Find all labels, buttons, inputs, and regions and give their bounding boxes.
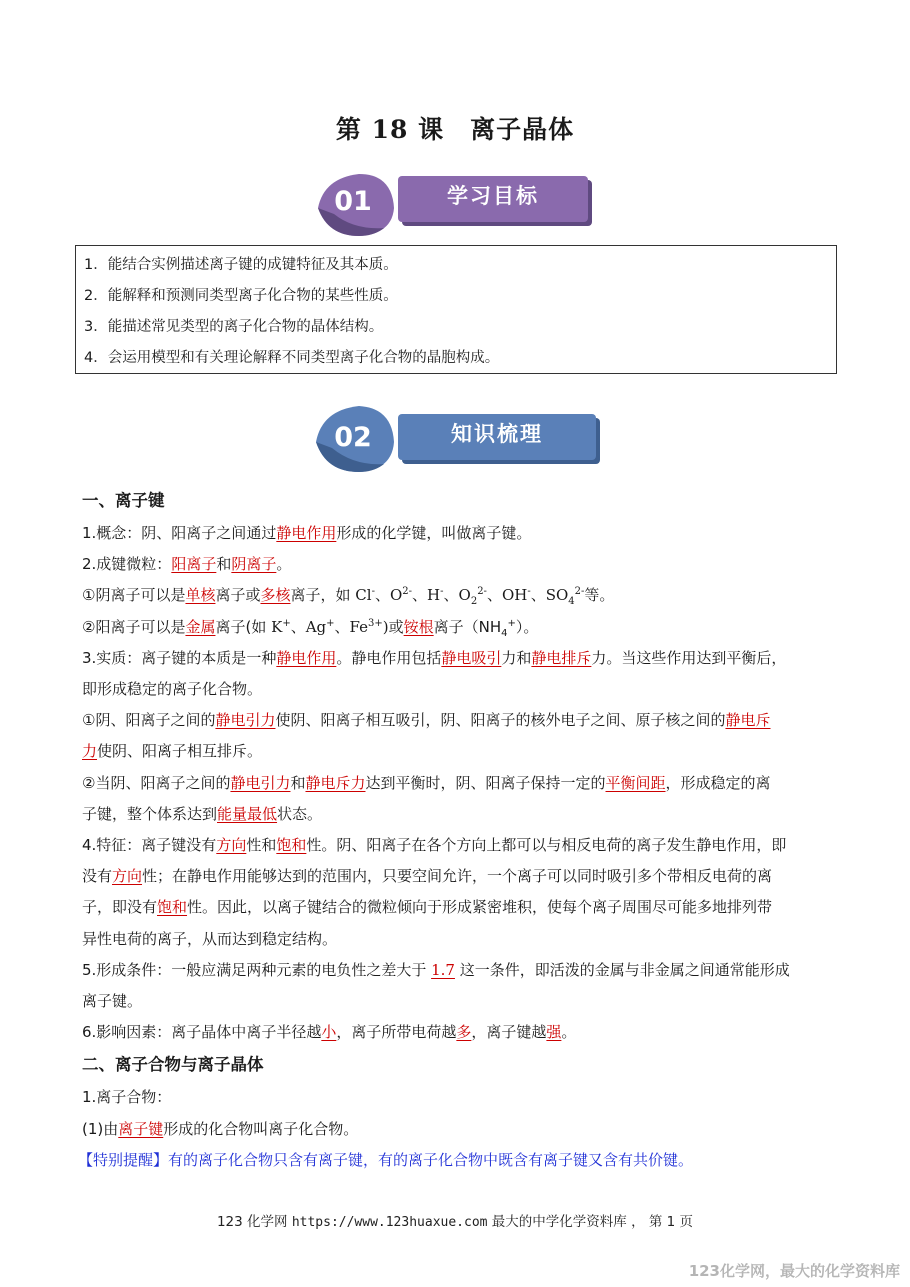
lesson-title: 第 18 课 离子晶体 <box>335 115 575 144</box>
subscript: 4 <box>568 596 575 608</box>
answer-blank: 静电作用 <box>276 648 337 667</box>
factors-paragraph <box>82 1017 832 1048</box>
text: 和 <box>290 773 306 792</box>
essence-detail-2 <box>82 768 832 830</box>
line <box>82 643 832 674</box>
answer-blank: 离子键 <box>118 1119 164 1138</box>
text: 性。因此，以离子键结合的微粒倾向于形成紧密堆积，使每个离子周围尽可能多地排列带 <box>187 898 773 917</box>
text: 力。当这些作用达到平衡后， <box>591 648 787 667</box>
answer-blank: 1.7 <box>431 960 455 979</box>
condition-paragraph <box>82 955 832 1017</box>
line <box>82 892 832 923</box>
text: 2.成键微粒： <box>82 555 172 574</box>
text: 力和 <box>501 648 532 667</box>
text: 达到平衡时，阴、阳离子保持一定的 <box>365 773 606 792</box>
answer-blank: 铵根 <box>403 617 434 636</box>
text: 、O <box>374 586 403 605</box>
text: 4.特征：离子键没有 <box>82 836 217 855</box>
text: 、Fe <box>334 617 368 636</box>
answer-blank: 能量最低 <box>217 804 278 823</box>
essence-detail-1 <box>82 705 832 767</box>
section-heading-ionic-crystal: 二、离子合物与离子晶体 <box>82 1055 264 1075</box>
text: ，形成稳定的离 <box>665 773 771 792</box>
cation-formulas <box>271 618 389 636</box>
answer-blank: 静电引力 <box>215 711 276 730</box>
text: ①阴离子可以是 <box>82 586 186 605</box>
line <box>82 955 832 986</box>
text: 5.形成条件：一般应满足两种元素的电负性之差大于 <box>82 960 432 979</box>
text: 性；在静电作用能够达到的范围内，只要空间允许，一个离子可以同时吸引多个带相反电荷的离 <box>142 867 773 886</box>
text: ①阴、阳离子之间的 <box>82 711 216 730</box>
text: 性和 <box>246 836 277 855</box>
particles-paragraph <box>82 549 832 580</box>
answer-blank: 单核 <box>185 586 216 605</box>
answer-blank: 小 <box>321 1023 337 1042</box>
answer-blank: 方向 <box>112 867 143 886</box>
objective-item: 4．会运用模型和有关理论解释不同类型离子化合物的晶胞构成。 <box>84 350 500 366</box>
line <box>82 830 832 861</box>
answer-blank: 阳离子 <box>171 555 217 574</box>
section-badge-knowledge <box>314 404 614 474</box>
text: 或 <box>388 617 404 636</box>
text: 。 <box>276 555 292 574</box>
line: 即形成稳定的离子化合物。 <box>82 680 263 699</box>
definition-paragraph <box>82 1114 832 1145</box>
objective-item: 1．能结合实例描述离子键的成键特征及其本质。 <box>84 257 398 273</box>
text: 离子（NH <box>433 617 502 636</box>
footer-site: 123 化学网 <box>216 1214 292 1230</box>
charge: 3+ <box>368 617 383 629</box>
text: 、Ag <box>290 617 327 636</box>
line: 离子键。 <box>82 992 143 1011</box>
subheading-ionic-compound: 1.离子合物： <box>82 1088 172 1107</box>
text: 等。 <box>584 586 615 605</box>
objective-item: 3．能描述常见类型的离子化合物的晶体结构。 <box>84 319 384 335</box>
charge: + <box>326 617 335 629</box>
anion-paragraph <box>82 580 832 611</box>
answer-blank: 多 <box>456 1023 472 1042</box>
feature-paragraph <box>82 830 832 955</box>
text: 和 <box>216 555 232 574</box>
charge: - <box>440 586 444 598</box>
answer-blank: 静电引力 <box>230 773 291 792</box>
text: 6.影响因素：离子晶体中离子半径越 <box>82 1023 322 1042</box>
text: 离子，如 <box>290 586 356 605</box>
text: 没有 <box>82 867 113 886</box>
text: 1.概念：阴、阳离子之间通过 <box>82 524 277 542</box>
answer-blank: 饱和 <box>276 836 307 855</box>
text: 3.实质：离子键的本质是一种 <box>82 648 277 667</box>
answer-blank: 力 <box>82 742 98 761</box>
text: 使阴、阳离子相互排斥。 <box>97 742 263 761</box>
text: 状态。 <box>277 804 323 823</box>
subscript: 2 <box>470 596 478 608</box>
charge: - <box>371 586 375 598</box>
line <box>82 736 832 767</box>
answer-blank: 静电作用 <box>276 524 337 542</box>
text: 性。阴、阳离子在各个方向上都可以与相反电荷的离子发生静电作用，即 <box>306 836 787 855</box>
text: Cl <box>355 586 372 605</box>
line <box>82 768 832 799</box>
anion-formulas <box>355 586 585 608</box>
answer-blank: 强 <box>546 1023 562 1042</box>
cation-paragraph <box>82 612 832 643</box>
essence-paragraph <box>82 643 832 705</box>
charge: 2- <box>574 586 585 598</box>
text: 子键，整个体系达到 <box>82 804 218 823</box>
footer-url[interactable]: https://www.123huaxue.com <box>291 1215 488 1230</box>
text: 离子或 <box>215 586 261 605</box>
text: ）。 <box>515 617 539 636</box>
charge: 2- <box>477 586 487 598</box>
line: 异性电荷的离子，从而达到稳定结构。 <box>82 929 338 948</box>
objectives-box <box>75 245 837 374</box>
charge: 2- <box>402 586 413 598</box>
text: 形成的化合物叫离子化合物。 <box>163 1119 359 1138</box>
answer-blank: 平衡间距 <box>605 773 666 792</box>
charge: + <box>507 617 516 629</box>
answer-blank: 多核 <box>260 586 291 605</box>
page-footer <box>0 1210 910 1230</box>
badge-label: 学习目标 <box>447 184 539 208</box>
text: 离子(如 <box>215 617 272 636</box>
special-tip: 【特别提醒】有的离子化合物只含有离子键，有的离子化合物中既含有离子键又含有共价键。 <box>78 1150 694 1169</box>
answer-blank: 饱和 <box>157 898 188 917</box>
answer-blank: 静电斥力 <box>305 773 366 792</box>
text: 子，即没有 <box>82 898 158 917</box>
text: ，离子所带电荷越 <box>336 1023 457 1042</box>
subscript: 4 <box>501 627 508 639</box>
text: ②阳离子可以是 <box>82 617 186 636</box>
watermark: 123化学网，最大的化学资料库 <box>688 1262 900 1280</box>
text: ②当阴、阳离子之间的 <box>82 773 231 792</box>
text: 。 <box>561 1023 577 1042</box>
line <box>82 799 832 830</box>
text: K <box>271 617 283 636</box>
answer-blank: 阴离子 <box>231 555 277 574</box>
badge-label: 知识梳理 <box>451 422 543 446</box>
badge-number: 01 <box>334 186 372 217</box>
text: 、O <box>443 586 471 605</box>
objective-item: 2．能解释和预测同类型离子化合物的某些性质。 <box>84 288 398 304</box>
text: 形成的化学键，叫做离子键。 <box>336 524 532 542</box>
charge: - <box>527 586 531 598</box>
line <box>82 861 832 892</box>
answer-blank: 静电斥 <box>725 711 771 730</box>
line <box>82 705 832 736</box>
answer-blank: 方向 <box>216 836 247 855</box>
footer-page: 最大的中学化学资料库 ， 第 1 页 <box>487 1214 694 1230</box>
text: 。静电作用包括 <box>336 648 442 667</box>
text: ，离子键越 <box>471 1023 547 1042</box>
answer-blank: 金属 <box>185 617 216 636</box>
concept-paragraph <box>82 518 832 549</box>
section-badge-objectives <box>314 170 614 240</box>
knowledge-content <box>78 484 832 1176</box>
text: (1)由 <box>82 1119 119 1138</box>
section-heading-ionic-bond: 一、离子键 <box>82 491 165 510</box>
text: 这一条件，即活泼的金属与非金属之间通常能形成 <box>454 960 790 979</box>
text: 、OH <box>486 586 528 605</box>
answer-blank: 静电吸引 <box>441 648 502 667</box>
text: ) <box>382 617 389 636</box>
charge: + <box>282 617 291 629</box>
badge-number: 02 <box>334 422 372 453</box>
text: 使阴、阳离子相互吸引，阴、阳离子的核外电子之间、原子核之间的 <box>275 711 726 730</box>
text: 、SO <box>530 586 569 605</box>
answer-blank: 静电排斥 <box>531 648 592 667</box>
text: 、H <box>412 586 441 605</box>
